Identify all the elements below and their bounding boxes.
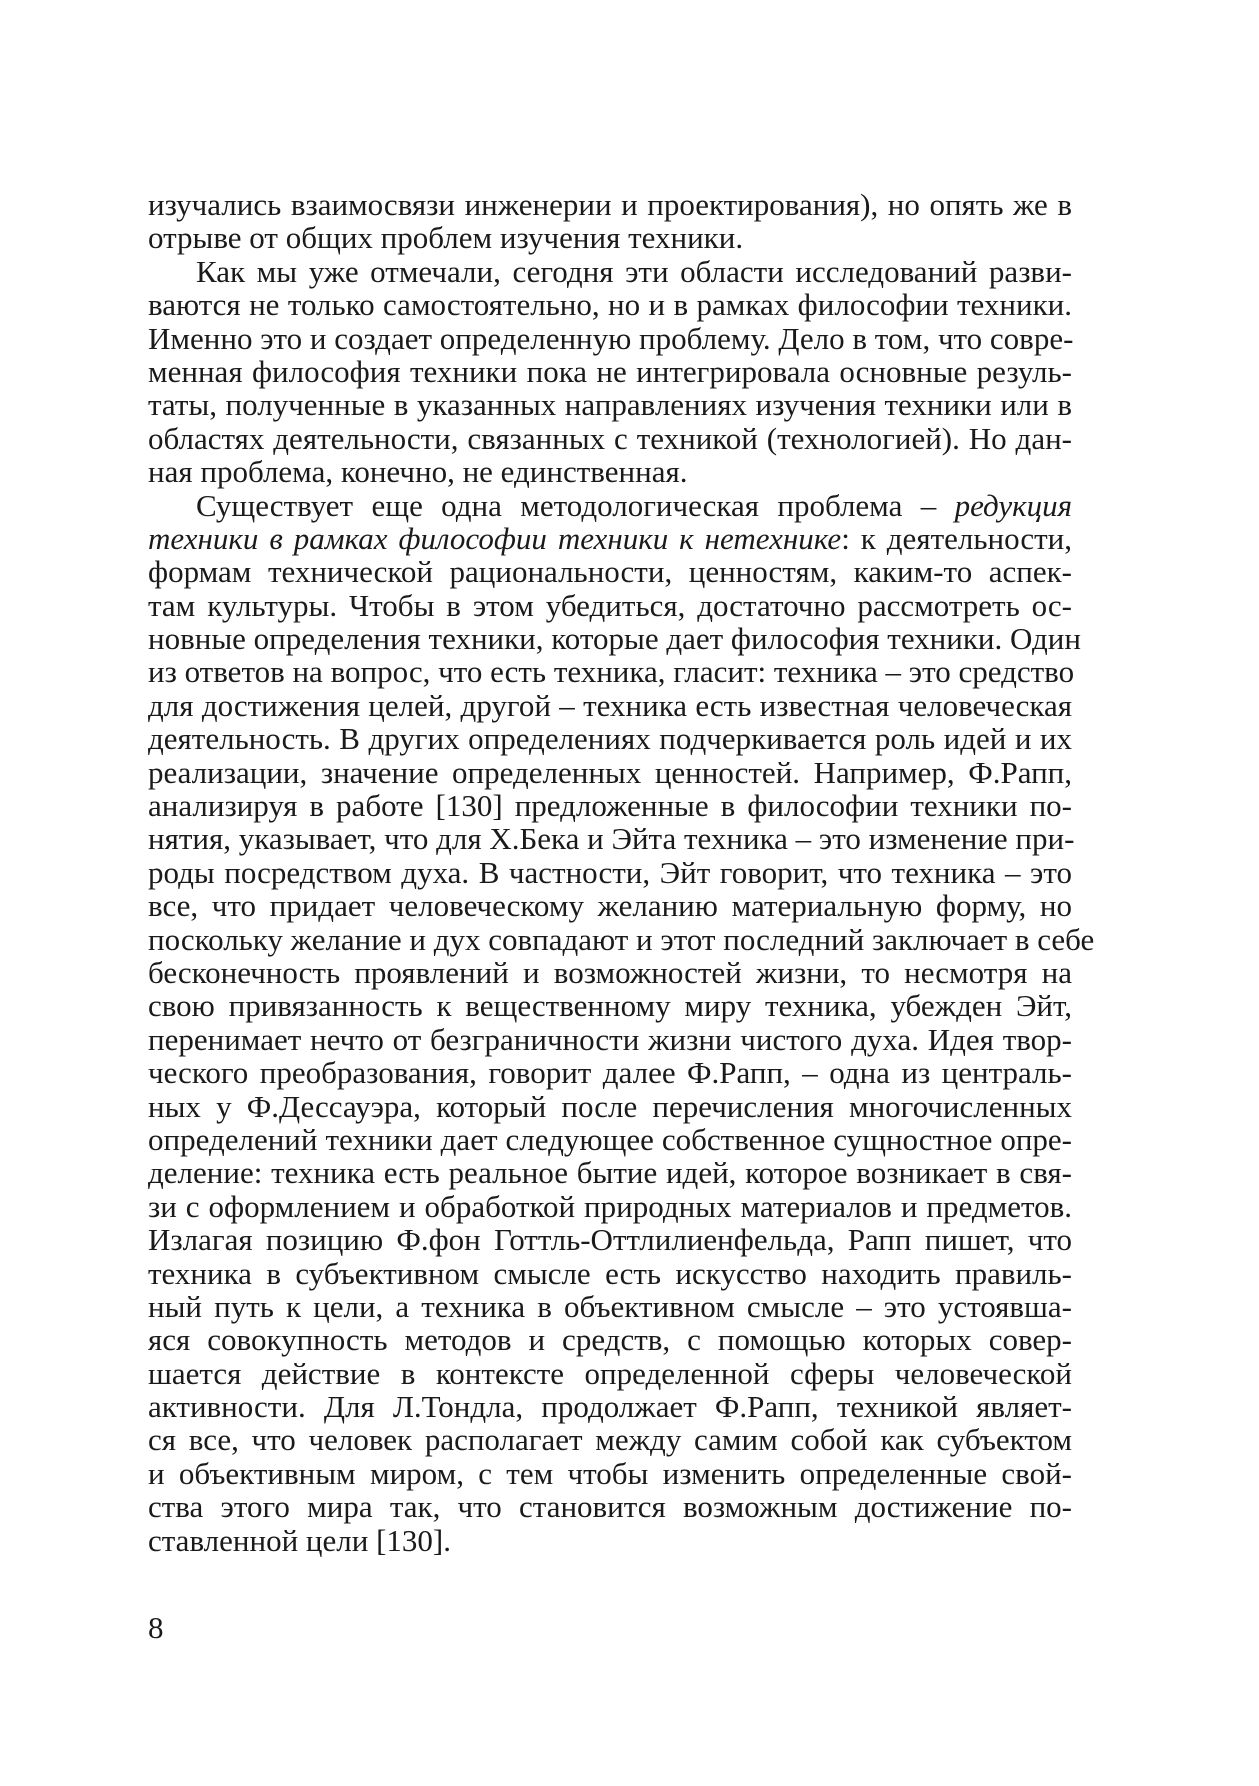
emphasis-text: техники в рамках философии техники к нетехнике <box>148 520 842 556</box>
text-line: областях деятельности, связанных с техникой (технологией). Но дан- <box>148 420 1072 456</box>
text-line: формам технической рациональности, ценностям, каким-то аспек- <box>148 554 1072 590</box>
text-line: Излагая позицию Ф.фон Готтль-Оттлилиенфельда, Рапп пишет, что <box>148 1222 1072 1258</box>
text-line: техника в субъективном смысле есть искусство находить правиль- <box>148 1255 1072 1291</box>
text-line: бесконечность проявлений и возможностей жизни, то несмотря на <box>148 954 1072 990</box>
text-line: новные определения техники, которые дает философия техники. Один <box>148 621 1081 657</box>
text-line: и объективным миром, с тем чтобы изменить определенные свой- <box>148 1455 1072 1491</box>
text-line: шается действие в контексте определенной сферы человеческой <box>148 1355 1072 1391</box>
text-line: там культуры. Чтобы в этом убедиться, достаточно рассмотреть ос- <box>148 587 1072 623</box>
text-line: ства этого мира так, что становится возможным достижение по- <box>148 1489 1072 1525</box>
text-line: изучались взаимосвязи инженерии и проектирования), но опять же в <box>148 187 1072 222</box>
text-line: деятельность. В других определениях подчеркивается роль идей и их <box>148 721 1072 757</box>
text-line: ный путь к цели, а техника в объективном смысле – это устоявша- <box>148 1288 1072 1324</box>
text-line: все, что придает человеческому желанию материальную форму, но <box>148 888 1072 924</box>
text-line: нятия, указывает, что для Х.Бека и Эйта техника – это изменение при- <box>148 821 1075 857</box>
text-line: Именно это и создает определенную проблему. Дело в том, что совре- <box>148 320 1074 356</box>
text-line: для достижения целей, другой – техника есть известная человеческая <box>148 687 1072 723</box>
text-line: роды посредством духа. В частности, Эйт говорит, что техника – это <box>148 854 1072 890</box>
text-line: зи с оформлением и обработкой природных материалов и предметов. <box>148 1188 1072 1224</box>
text-run: Существует еще одна методологическая проблема – <box>196 487 955 523</box>
text-line: ся все, что человек располагает между самим собой как субъектом <box>148 1422 1072 1458</box>
text-line: яся совокупность методов и средств, с помощью которых совер- <box>148 1322 1072 1358</box>
text-line <box>148 522 1072 555</box>
text-line: из ответов на вопрос, что есть техника, гласит: техника – это средство <box>148 654 1075 690</box>
paragraph-1 <box>148 188 1072 255</box>
text-run: : к деятельности, <box>841 520 1072 556</box>
paragraph-3 <box>148 487 1095 1558</box>
text-line: реализации, значение определенных ценностей. Например, Ф.Рапп, <box>148 754 1072 790</box>
text-line: ных у Ф.Дессауэра, который после перечисления многочисленных <box>148 1088 1072 1124</box>
text-line <box>148 489 1072 522</box>
emphasis-text: редукция <box>954 487 1072 523</box>
text-line: ная проблема, конечно, не единственная. <box>148 454 688 490</box>
text-line: ваются не только самостоятельно, но и в рамках философии техники. <box>148 287 1072 323</box>
text-line: таты, полученные в указанных направлениях изучения техники или в <box>148 387 1072 423</box>
text-line: ческого преобразования, говорит далее Ф.Рапп, – одна из централь- <box>148 1055 1072 1091</box>
paragraph-2 <box>148 255 1072 489</box>
body-text <box>148 187 1095 1558</box>
text-line: свою привязанность к вещественному миру техника, убежден Эйт, <box>148 988 1072 1024</box>
page-number: 8 <box>148 1610 164 1645</box>
text-line: Как мы уже отмечали, сегодня эти области исследований разви- <box>196 253 1072 289</box>
text-line: активности. Для Л.Тондла, продолжает Ф.Рапп, техникой являет- <box>148 1389 1072 1425</box>
text-line: поскольку желание и дух совпадают и этот последний заключает в себе <box>148 921 1095 957</box>
text-line: деление: техника есть реальное бытие идей, которое возникает в свя- <box>148 1155 1072 1191</box>
text-line: ставленной цели [130]. <box>148 1522 451 1558</box>
text-line: перенимает нечто от безграничности жизни чистого духа. Идея твор- <box>148 1021 1072 1057</box>
text-line: менная философия техники пока не интегрировала основные резуль- <box>148 353 1072 389</box>
text-line: определений техники дает следующее собственное сущностное опре- <box>148 1121 1072 1157</box>
text-line: анализируя в работе [130] предложенные в философии техники по- <box>148 788 1072 824</box>
text-line: отрыве от общих проблем изучения техники. <box>148 220 744 256</box>
